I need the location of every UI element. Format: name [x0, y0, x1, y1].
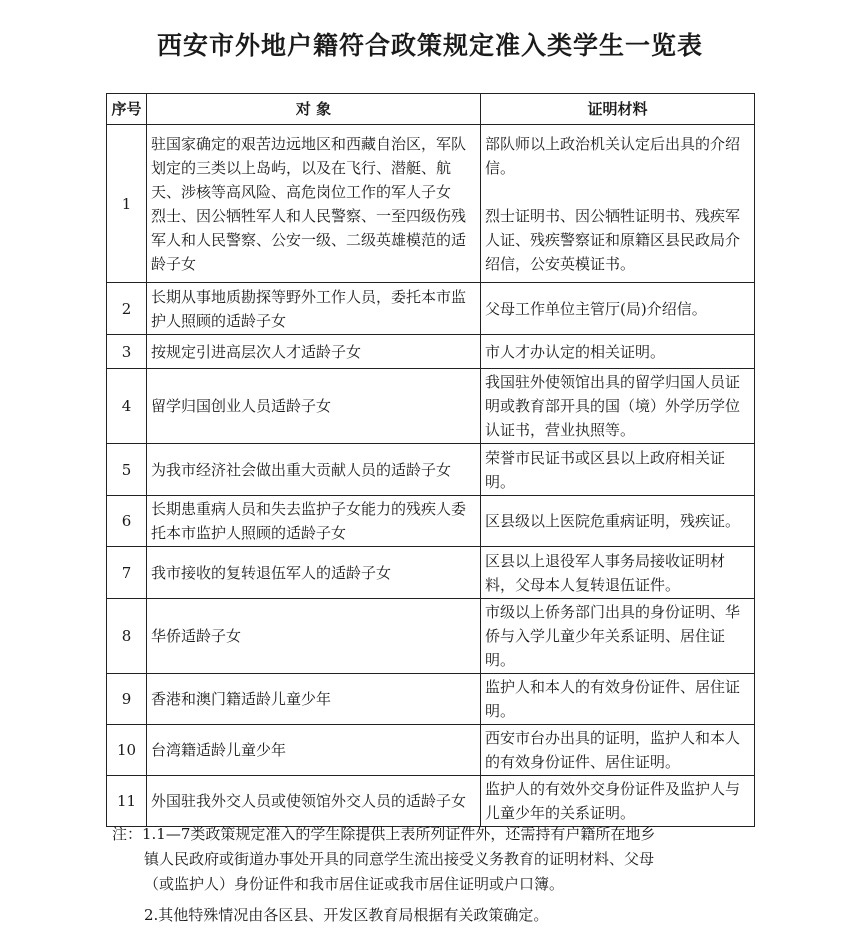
- row-proof: [481, 335, 755, 369]
- table-header-row: [107, 94, 755, 125]
- row-proof: [481, 496, 755, 547]
- row-number: 9: [107, 674, 147, 725]
- table-row: [107, 599, 755, 674]
- header-proof: 证明材料: [481, 94, 755, 125]
- proof-text: 西安市台办出具的证明，监护人和本人的有效身份证件、居住证明。: [485, 729, 741, 771]
- row-number: 10: [107, 725, 147, 776]
- subject-text: 台湾籍适龄儿童少年: [151, 741, 287, 759]
- row-number: 8: [107, 599, 147, 674]
- row-number: 11: [107, 776, 147, 827]
- row-proof: [481, 125, 755, 283]
- row-subject: [147, 674, 481, 725]
- note-line: （或监护人）身份证件和我市居住证或我市居住证明或户口簿。: [144, 875, 565, 893]
- table-row: [107, 369, 755, 444]
- proof-text: 区县以上退役军人事务局接收证明材料，父母本人复转退伍证件。: [485, 551, 726, 594]
- row-proof: [481, 547, 755, 599]
- row-number: 4: [107, 369, 147, 444]
- note-line: 注：1.1—7类政策规定准入的学生除提供上表所列证件外，还需持有户籍所在地乡: [112, 825, 656, 843]
- table-row: [107, 125, 755, 283]
- subject-text: 留学归国创业人员适龄子女: [151, 397, 332, 415]
- subject-text: 长期从事地质勘探等野外工作人员，委托本市监护人照顾的适龄子女: [151, 287, 467, 330]
- row-subject: [147, 125, 481, 283]
- header-subject: 对 象: [147, 94, 481, 125]
- row-proof: [481, 283, 755, 335]
- row-number: 6: [107, 496, 147, 547]
- subject-text: 外国驻我外交人员或使领馆外交人员的适龄子女: [151, 792, 467, 810]
- row-subject: [147, 776, 481, 827]
- row-number: 3: [107, 335, 147, 369]
- subject-text: 烈士、因公牺牲军人和人民警察、一至四级伤残军人和人民警察、公安一级、二级英雄模范的适龄子女: [151, 206, 467, 273]
- row-proof: [481, 674, 755, 725]
- note-line: 2.其他特殊情况由各区县、开发区教育局根据有关政策确定。: [144, 906, 549, 924]
- row-subject: [147, 444, 481, 496]
- table-row: [107, 674, 755, 725]
- row-subject: [147, 725, 481, 776]
- proof-text: 烈士证明书、因公牺牲证明书、残疾军人证、残疾警察证和原籍区县民政局介绍信，公安英模证书。: [485, 206, 741, 273]
- table-row: [107, 444, 755, 496]
- subject-text: 长期患重病人员和失去监护子女能力的残疾人委托本市监护人照顾的适龄子女: [151, 500, 467, 542]
- proof-text: 部队师以上政治机关认定后出具的介绍信。: [485, 134, 741, 177]
- proof-text: 市级以上侨务部门出具的身份证明、华侨与入学儿童少年关系证明、居住证明。: [485, 603, 741, 669]
- row-proof: [481, 776, 755, 827]
- subject-text: 我市接收的复转退伍军人的适龄子女: [151, 563, 392, 582]
- row-proof: [481, 599, 755, 674]
- proof-text: 市人才办认定的相关证明。: [485, 342, 666, 361]
- subject-text: 香港和澳门籍适龄儿童少年: [151, 690, 332, 708]
- notes: [112, 822, 752, 928]
- proof-text: 监护人和本人的有效身份证件、居住证明。: [485, 678, 741, 720]
- row-subject: [147, 369, 481, 444]
- row-subject: [147, 599, 481, 674]
- row-subject: [147, 283, 481, 335]
- row-subject: [147, 335, 481, 369]
- note-line: 镇人民政府或街道办事处开具的同意学生流出接受义务教育的证明材料、父母: [144, 850, 655, 868]
- row-number: 5: [107, 444, 147, 496]
- subject-text: 华侨适龄子女: [151, 627, 242, 645]
- table-row: [107, 283, 755, 335]
- row-subject: [147, 496, 481, 547]
- row-proof: [481, 369, 755, 444]
- row-proof: [481, 725, 755, 776]
- proof-text: 监护人的有效外交身份证件及监护人与儿童少年的关系证明。: [485, 780, 741, 822]
- proof-text: 父母工作单位主管厅(局)介绍信。: [485, 299, 707, 318]
- subject-text: 按规定引进高层次人才适龄子女: [151, 342, 362, 361]
- subject-text: 为我市经济社会做出重大贡献人员的适龄子女: [151, 460, 452, 479]
- row-number: 7: [107, 547, 147, 599]
- page-title: 西安市外地户籍符合政策规定准入类学生一览表: [156, 31, 703, 60]
- subject-text: 驻国家确定的艰苦边远地区和西藏自治区，军队划定的三类以上岛屿，以及在飞行、潜艇、航天、涉核等高风险、高危岗位工作的军人子女: [151, 134, 467, 201]
- table-row: [107, 335, 755, 369]
- proof-text: 区县级以上医院危重病证明，残疾证。: [485, 512, 741, 530]
- proof-text: 我国驻外使领馆出具的留学归国人员证明或教育部开具的国（境）外学历学位认证书，营业执照等。: [485, 373, 741, 439]
- row-proof: [481, 444, 755, 496]
- table-row: [107, 496, 755, 547]
- header-no: 序号: [107, 94, 147, 125]
- row-subject: [147, 547, 481, 599]
- table-row: [107, 547, 755, 599]
- row-number: 2: [107, 283, 147, 335]
- table-row: [107, 776, 755, 827]
- admission-table: [106, 93, 755, 827]
- proof-text: 荣誉市民证书或区县以上政府相关证明。: [485, 448, 726, 491]
- row-number: 1: [107, 125, 147, 283]
- table-row: [107, 725, 755, 776]
